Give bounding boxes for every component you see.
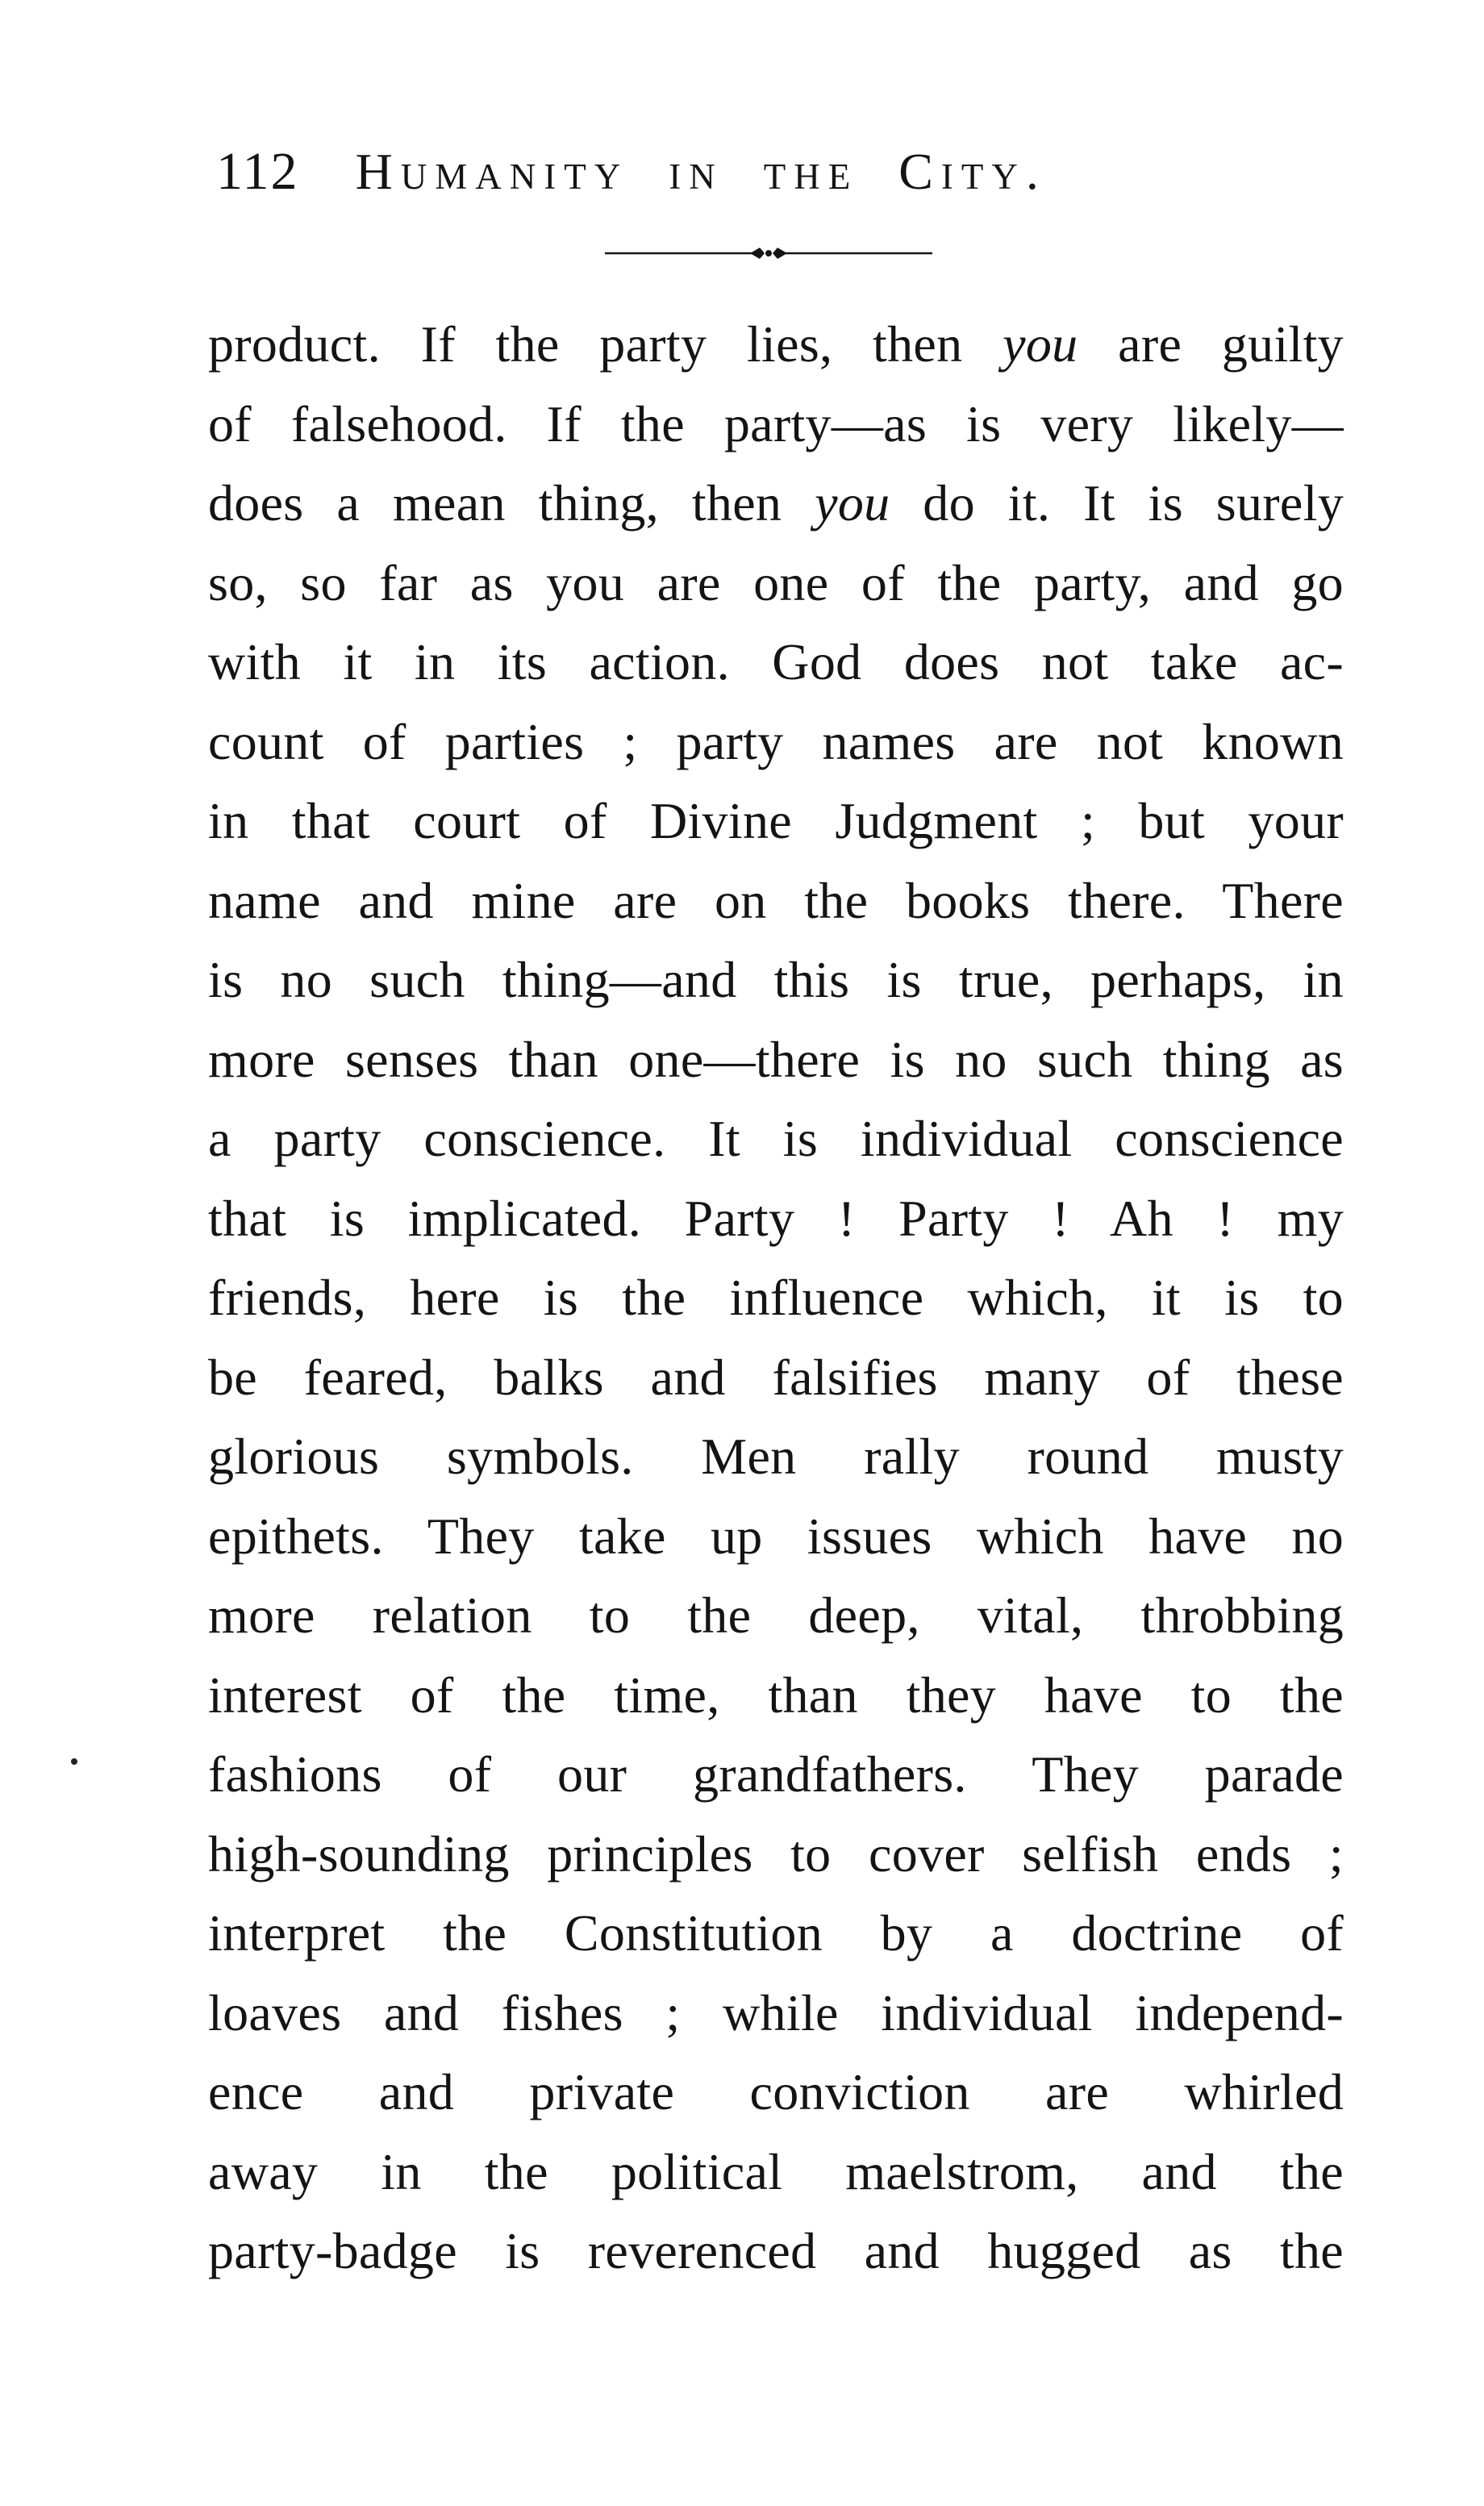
text-segment: name and mine are on the books there. There: [208, 871, 1344, 929]
text-segment: be feared, balks and falsifies many of these: [208, 1348, 1344, 1406]
text-segment: do it. It is surely: [890, 474, 1344, 532]
text-segment: party-badge is reverenced and hugged as the: [208, 2222, 1344, 2279]
text-line: [208, 464, 1344, 544]
text-line: [208, 2053, 1344, 2133]
text-segment: fashions of our grandfathers. They parade: [208, 1745, 1344, 1803]
text-line: [208, 861, 1344, 941]
text-segment: more senses than one—there is no such thing as: [208, 1030, 1344, 1088]
text-line: [208, 2212, 1344, 2291]
text-line: [208, 1974, 1344, 2054]
text-segment: of falsehood. If the party—as is very likely—: [208, 394, 1344, 452]
text-segment: so, so far as you are one of the party, and go: [208, 553, 1344, 611]
rule-with-center-flourish-icon: [603, 240, 934, 265]
text-segment: does a mean thing, then: [208, 474, 815, 532]
running-head: [216, 127, 1047, 216]
page-number: 112: [216, 142, 299, 201]
running-title: Humanity in the City.: [355, 143, 1047, 200]
text-segment: are guilty: [1078, 315, 1344, 373]
text-line: [208, 1497, 1344, 1577]
text-segment: more relation to the deep, vital, throbbing: [208, 1587, 1344, 1644]
italic-text: you: [1003, 315, 1078, 373]
text-line: [208, 2133, 1344, 2212]
text-segment: high-sounding principles to cover selfish ends ;: [208, 1824, 1344, 1883]
text-segment: product. If the party lies, then: [208, 315, 1003, 373]
text-segment: friends, here is the influence which, it is to: [208, 1269, 1344, 1326]
text-line: [208, 940, 1344, 1020]
text-line: [208, 1338, 1344, 1418]
text-line: [208, 703, 1344, 782]
text-line: [208, 305, 1344, 385]
text-line: [208, 1020, 1344, 1100]
text-line: [208, 544, 1344, 623]
text-segment: count of parties ; party names are not known: [208, 712, 1344, 770]
text-line: [208, 1656, 1344, 1736]
text-segment: interest of the time, than they have to the: [208, 1666, 1344, 1724]
text-line: [208, 782, 1344, 861]
text-segment: is no such thing—and this is true, perhaps, in: [208, 951, 1344, 1008]
margin-dot: [71, 1758, 77, 1765]
text-line: [208, 1894, 1344, 1974]
text-segment: away in the political maelstrom, and the: [208, 2142, 1344, 2200]
text-line: [208, 385, 1344, 465]
text-segment: a party conscience. It is individual conscience: [208, 1110, 1344, 1167]
text-segment: with it in its action. God does not take ac-: [208, 633, 1344, 690]
text-segment: ence and private conviction are whirled: [208, 2063, 1344, 2120]
text-segment: glorious symbols. Men rally round musty: [208, 1428, 1344, 1485]
body-text: [208, 305, 1344, 2291]
text-line: [208, 1815, 1344, 1895]
text-line: [208, 623, 1344, 703]
text-segment: in that court of Divine Judgment ; but your: [208, 792, 1344, 849]
text-line: [208, 1099, 1344, 1179]
text-segment: epithets. They take up issues which have no: [208, 1507, 1344, 1565]
text-line: [208, 1576, 1344, 1656]
text-line: [208, 1179, 1344, 1259]
text-segment: interpret the Constitution by a doctrine of: [208, 1904, 1344, 1962]
text-segment: that is implicated. Party ! Party ! Ah ! my: [208, 1189, 1344, 1247]
text-line: [208, 1258, 1344, 1338]
text-line: [208, 1417, 1344, 1497]
text-line: [208, 1735, 1344, 1815]
text-segment: loaves and fishes ; while individual independ-: [208, 1983, 1344, 2041]
italic-text: you: [815, 474, 890, 532]
